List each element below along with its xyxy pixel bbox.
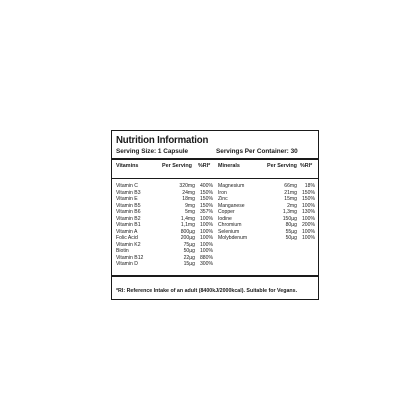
vitamin-ri: 357%	[199, 209, 213, 215]
serving-info	[116, 148, 314, 158]
vitamin-ri: 100%	[199, 241, 213, 248]
mineral-amount: 66mg	[284, 183, 297, 189]
serving-size: Serving Size: 1 Capsule	[116, 148, 189, 155]
mineral-ri: 200%	[301, 222, 315, 228]
vitamin-ri: 150%	[199, 189, 213, 196]
mineral-ri: 150%	[301, 196, 315, 202]
vitamin-amount: 9mg	[185, 202, 195, 209]
vitamins-list	[116, 183, 213, 268]
mineral-amount: 1,3mg	[282, 209, 297, 215]
vitamin-amount: 18mg	[182, 196, 195, 202]
mineral-ri: 100%	[301, 215, 315, 222]
vitamin-name: Vitamin B3	[116, 189, 141, 196]
vitamin-ri: 100%	[199, 215, 213, 222]
servings-per-container: Servings Per Container: 30	[216, 148, 298, 155]
mineral-amount: 150µg	[282, 215, 297, 222]
vitamin-amount: 200µg	[180, 235, 195, 241]
panel-title: Nutrition Information	[116, 134, 209, 146]
mineral-name: Chromium	[218, 222, 242, 228]
mineral-name: Copper	[218, 209, 235, 215]
vitamin-amount: 24mg	[182, 189, 195, 196]
mineral-amount: 2mg	[287, 202, 297, 209]
vitamin-ri: 100%	[199, 228, 213, 235]
minerals-per-serving-header: Per Serving	[267, 163, 297, 169]
vitamin-name: Vitamin C	[116, 183, 138, 189]
mineral-amount: 15mg	[284, 196, 297, 202]
minerals-ri-header: %RI*	[300, 163, 313, 169]
vitamin-amount: 50µg	[183, 248, 195, 254]
minerals-header: Minerals	[218, 163, 240, 169]
mineral-amount: 80µg	[285, 222, 297, 228]
vitamin-name: Vitamin B6	[116, 209, 141, 215]
vitamin-name: Vitamin D	[116, 261, 138, 267]
vitamin-name: Vitamin E	[116, 196, 138, 202]
mineral-name: Zinc	[218, 196, 228, 202]
mineral-name: Iron	[218, 189, 227, 196]
mineral-amount: 55µg	[285, 228, 297, 235]
vitamin-name: Vitamin B12	[116, 254, 144, 261]
footer-rule	[112, 275, 318, 277]
mineral-row	[218, 235, 315, 242]
mineral-ri: 100%	[301, 235, 315, 241]
mineral-name: Iodine	[218, 215, 232, 222]
header-rule	[112, 158, 318, 160]
vitamin-name: Vitamin B2	[116, 215, 141, 222]
vitamin-ri: 150%	[199, 196, 213, 202]
mineral-amount: 50µg	[285, 235, 297, 241]
vitamin-ri: 880%	[199, 254, 213, 261]
vitamin-ri: 150%	[199, 202, 213, 209]
vitamin-ri: 100%	[199, 235, 213, 241]
mineral-name: Selenium	[218, 228, 240, 235]
column-header-rule	[112, 178, 318, 179]
vitamins-ri-header: %RI*	[198, 163, 211, 169]
vitamins-header: Vitamins	[116, 163, 139, 169]
minerals-list	[218, 183, 315, 242]
vitamin-amount: 320mg	[179, 183, 195, 189]
mineral-name: Manganese	[218, 202, 245, 209]
vitamin-name: Vitamin K2	[116, 241, 141, 248]
vitamin-name: Folic Acid	[116, 235, 138, 241]
vitamin-amount: 800µg	[180, 228, 195, 235]
vitamin-row	[116, 261, 213, 268]
vitamin-ri: 400%	[199, 183, 213, 189]
vitamin-name: Vitamin B5	[116, 202, 141, 209]
mineral-name: Molybdenum	[218, 235, 248, 241]
nutrition-panel	[111, 130, 319, 300]
mineral-amount: 21mg	[284, 189, 297, 196]
vitamins-per-serving-header: Per Serving	[162, 163, 192, 169]
mineral-ri: 130%	[301, 209, 315, 215]
vitamin-amount: 15µg	[183, 261, 195, 267]
mineral-name: Magnesium	[218, 183, 245, 189]
vitamin-ri: 300%	[199, 261, 213, 267]
vitamin-name: Vitamin B1	[116, 222, 141, 228]
vitamin-ri: 100%	[199, 248, 213, 254]
vitamin-name: Biotin	[116, 248, 129, 254]
vitamin-ri: 100%	[199, 222, 213, 228]
vitamin-name: Vitamin A	[116, 228, 138, 235]
mineral-ri: 100%	[301, 228, 315, 235]
vitamin-amount: 1,4mg	[180, 215, 195, 222]
vitamin-amount: 75µg	[183, 241, 195, 248]
mineral-ri: 100%	[301, 202, 315, 209]
vitamin-amount: 22µg	[183, 254, 195, 261]
vitamin-amount: 1,1mg	[180, 222, 195, 228]
mineral-ri: 150%	[301, 189, 315, 196]
footnote: *RI: Reference Intake of an adult (8400kJ/2000kcal). Suitable for Vegans.	[116, 288, 298, 294]
vitamin-amount: 5mg	[185, 209, 195, 215]
mineral-ri: 18%	[304, 183, 315, 189]
